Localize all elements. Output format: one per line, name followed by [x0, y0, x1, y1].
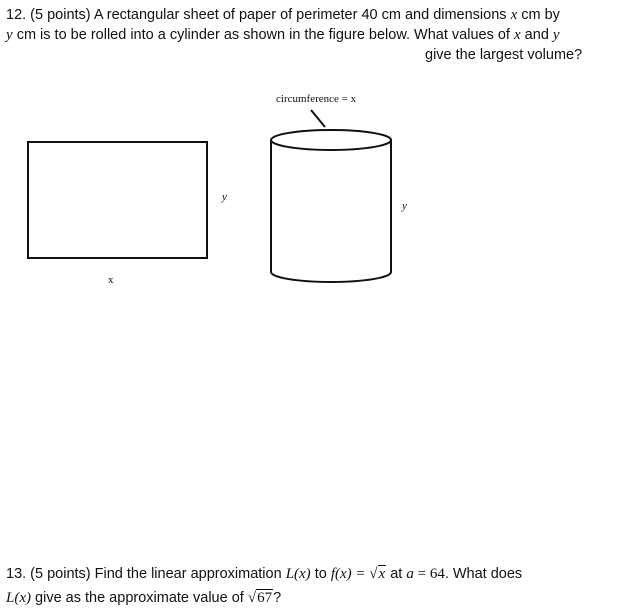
- question-13-line-1: [6, 565, 522, 584]
- cylinder-height-label: y: [402, 200, 407, 212]
- q13-to: to: [310, 566, 331, 582]
- sqrt-arg: x: [378, 566, 386, 582]
- circumference-pointer: [311, 110, 325, 127]
- function-f: f(x) =: [330, 566, 370, 582]
- sqrt-67: [248, 589, 273, 608]
- q13-suffix: . What does: [444, 566, 523, 582]
- var-x: x: [510, 7, 518, 23]
- q12-suffix: cm by: [517, 7, 560, 23]
- q13-middle: give as the approximate value of: [31, 590, 248, 606]
- q13-question-mark: ?: [273, 590, 282, 606]
- q12-prefix: 12. (5 points) A rectangular sheet of paper of perimeter 40 cm and dimensions: [6, 7, 511, 23]
- q12-middle: cm is to be rolled into a cylinder as shown in the figure below. What values of: [12, 27, 514, 43]
- a-value: 64: [429, 566, 445, 582]
- sqrt-x: [369, 565, 386, 584]
- q13-prefix: 13. (5 points) Find the linear approximation: [6, 566, 286, 582]
- linear-approx-L: L(x): [6, 590, 31, 606]
- var-a: a: [406, 566, 414, 582]
- sqrt-symbol: √: [369, 566, 378, 582]
- question-13-line-2: [6, 589, 281, 608]
- q12-and: and: [520, 27, 553, 43]
- sqrt-arg: 67: [257, 590, 273, 606]
- cylinder-top-ellipse: [271, 130, 391, 150]
- var-x: x: [513, 27, 521, 43]
- equals-sign: =: [413, 566, 430, 582]
- linear-approx-L: L(x): [285, 566, 311, 582]
- circumference-label: circumference = x: [276, 93, 357, 105]
- paper-rectangle: [28, 142, 207, 258]
- var-y: y: [6, 27, 13, 43]
- sqrt-symbol: √: [247, 590, 257, 606]
- question-12-line-3: give the largest volume?: [425, 47, 583, 63]
- rect-width-label: x: [108, 274, 114, 286]
- rect-height-label: y: [222, 191, 227, 203]
- cylinder: [271, 130, 391, 282]
- var-y: y: [552, 27, 560, 43]
- q13-at: at: [386, 566, 407, 582]
- cylinder-bottom-front-arc: [271, 272, 391, 282]
